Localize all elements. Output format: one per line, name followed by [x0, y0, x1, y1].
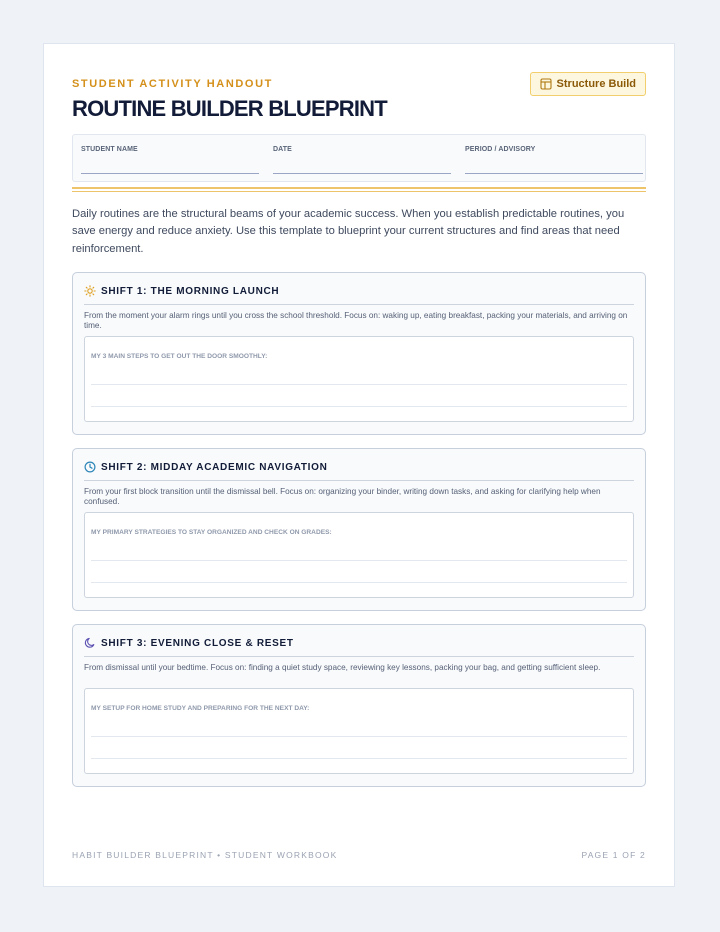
answer-prompt: MY SETUP FOR HOME STUDY AND PREPARING FOR THE NEXT DAY: — [91, 705, 310, 712]
answer-line — [91, 406, 627, 407]
section-divider — [84, 304, 634, 305]
date-line — [273, 173, 451, 174]
handout-page — [43, 43, 675, 887]
structure-build-badge — [530, 72, 646, 96]
student-info-box — [72, 134, 646, 182]
section-description: From dismissal until your bedtime. Focus on: finding a quiet study space, reviewing key lessons, packing your bag, and getting sufficient sleep. — [84, 663, 601, 672]
period-advisory-field[interactable] — [465, 146, 643, 153]
page-number: PAGE 1 OF 2 — [581, 850, 646, 860]
section-header — [84, 285, 634, 297]
kicker-label: STUDENT ACTIVITY HANDOUT — [72, 78, 273, 90]
intro-paragraph: Daily routines are the structural beams of your academic success. When you establish predictable routines, you save energy and reduce anxiety. Use this template to blueprint your current structures and find areas that need reinforcement. — [72, 208, 625, 255]
section-evening-reset — [72, 624, 646, 787]
section-midday-navigation — [72, 448, 646, 611]
layout-template-icon — [540, 78, 552, 90]
midday-answer-box[interactable] — [84, 512, 634, 598]
moon-icon — [84, 637, 96, 649]
section-header — [84, 461, 634, 473]
badge-label: Structure Build — [556, 78, 636, 90]
morning-answer-box[interactable] — [84, 336, 634, 422]
clock-icon — [84, 461, 96, 473]
answer-line — [91, 736, 627, 737]
section-description: From your first block transition until the dismissal bell. Focus on: organizing your binder, writing down tasks, and asking for clarifying help when confused. — [84, 487, 601, 506]
period-advisory-line — [465, 173, 643, 174]
sun-icon — [84, 285, 96, 297]
section-header — [84, 637, 634, 649]
date-label: DATE — [273, 146, 292, 153]
evening-answer-box[interactable] — [84, 688, 634, 774]
section-title: SHIFT 1: THE MORNING LAUNCH — [101, 285, 280, 297]
answer-line — [91, 582, 627, 583]
student-name-label: STUDENT NAME — [81, 146, 138, 153]
section-divider — [84, 480, 634, 481]
period-advisory-label: PERIOD / ADVISORY — [465, 146, 536, 153]
student-name-field[interactable] — [81, 146, 259, 153]
footer-title: HABIT BUILDER BLUEPRINT • STUDENT WORKBOOK — [72, 850, 338, 860]
section-divider — [84, 656, 634, 657]
header-divider-thin — [72, 191, 646, 192]
student-name-line — [81, 173, 259, 174]
answer-prompt: MY PRIMARY STRATEGIES TO STAY ORGANIZED AND CHECK ON GRADES: — [91, 529, 332, 536]
section-title: SHIFT 3: EVENING CLOSE & RESET — [101, 637, 294, 649]
section-description: From the moment your alarm rings until you cross the school threshold. Focus on: waking up, eating breakfast, packing your materials, and arriving on time. — [84, 311, 628, 330]
answer-prompt: MY 3 MAIN STEPS TO GET OUT THE DOOR SMOOTHLY: — [91, 353, 268, 360]
section-morning-launch — [72, 272, 646, 435]
page-content — [72, 44, 646, 886]
answer-line — [91, 384, 627, 385]
answer-line — [91, 560, 627, 561]
section-title: SHIFT 2: MIDDAY ACADEMIC NAVIGATION — [101, 461, 328, 473]
answer-line — [91, 758, 627, 759]
page-title: ROUTINE BUILDER BLUEPRINT — [72, 96, 387, 121]
header-divider — [72, 187, 646, 189]
date-field[interactable] — [273, 146, 451, 153]
